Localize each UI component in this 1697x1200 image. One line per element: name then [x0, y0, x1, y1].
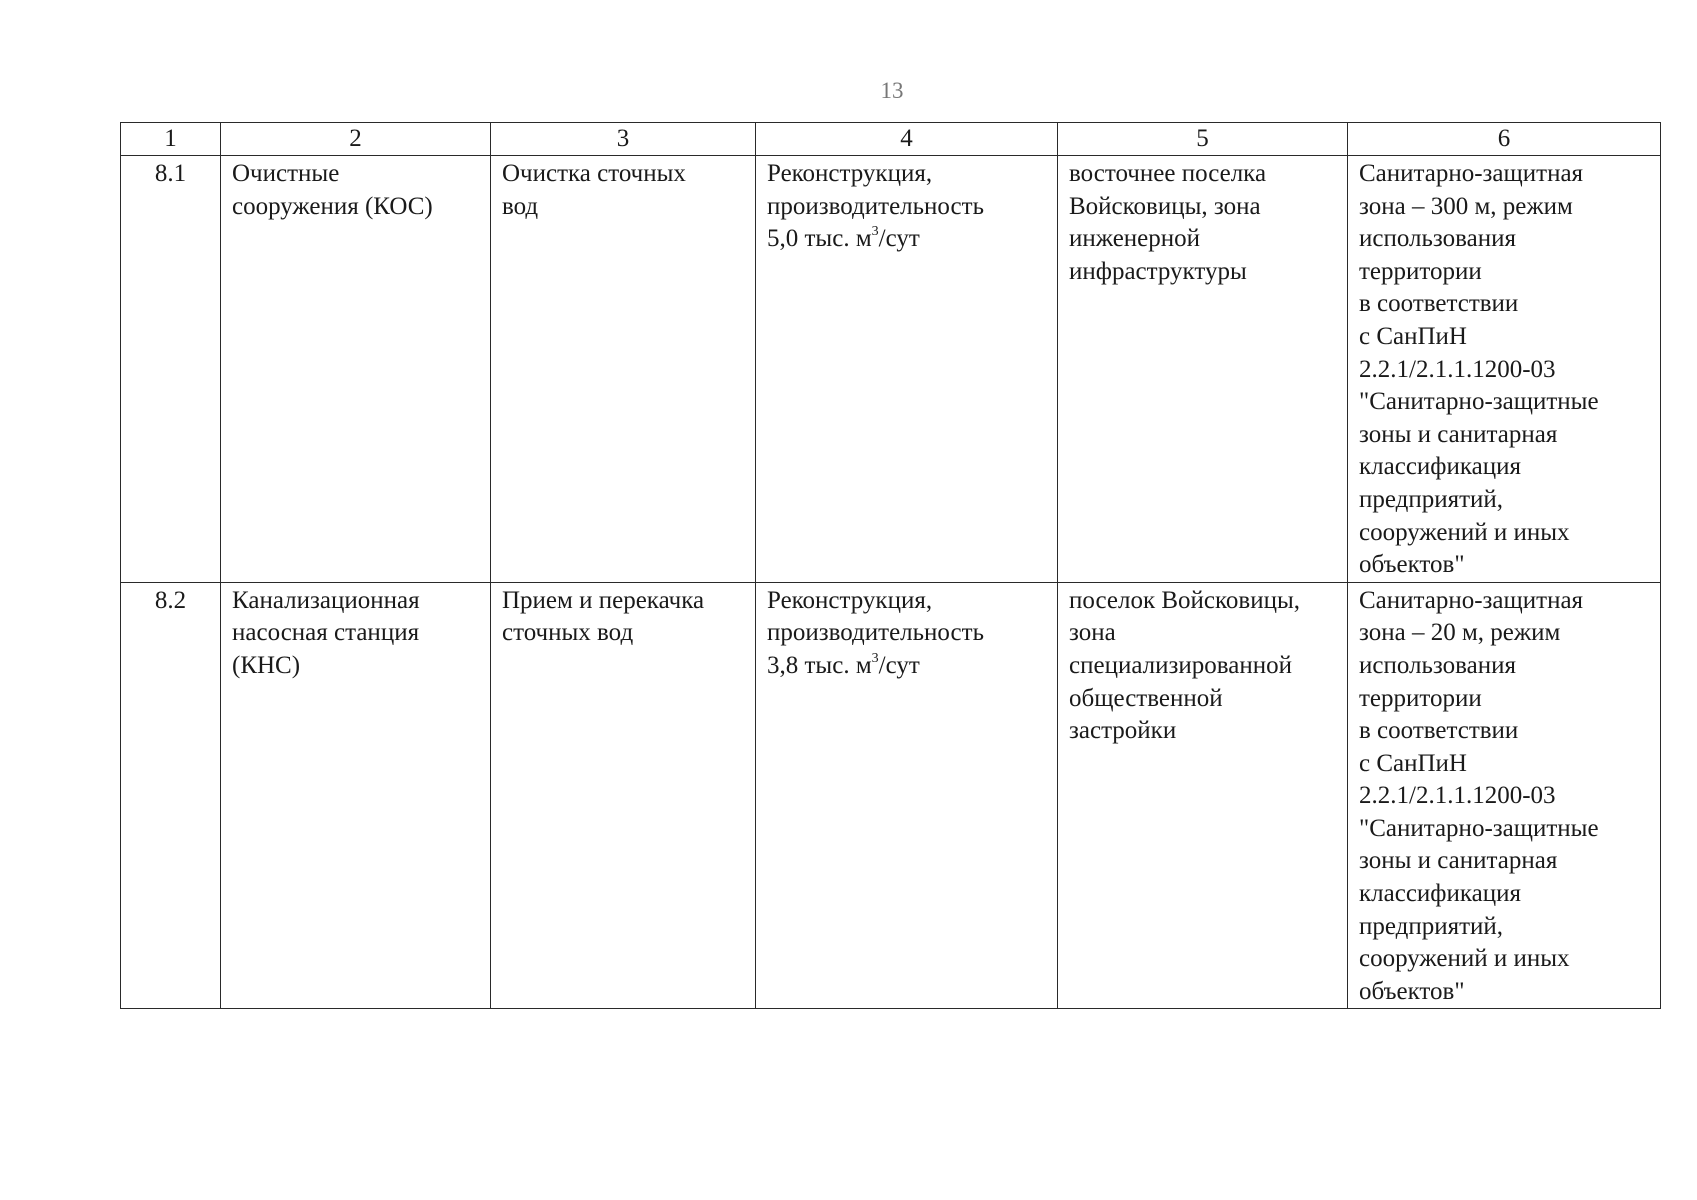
- object-purpose-line: сточных вод: [502, 619, 634, 647]
- zone-line: объектов": [1359, 977, 1465, 1005]
- location-line: инфраструктуры: [1069, 257, 1247, 285]
- object-purpose-cell: [491, 156, 756, 583]
- object-name-line: Очистные: [232, 160, 340, 187]
- object-characteristics-cell: [756, 582, 1058, 1009]
- zone-line: "Санитарно-защитные: [1359, 814, 1599, 842]
- zone-line: "Санитарно-защитные: [1359, 388, 1599, 416]
- location-line: зона: [1069, 619, 1116, 647]
- zone-line: классификация: [1359, 880, 1521, 908]
- column-number-row: [121, 123, 1661, 156]
- object-location-cell: [1058, 156, 1348, 583]
- location-line: застройки: [1069, 717, 1177, 745]
- zone-line: 2.2.1/2.1.1.1200-03: [1359, 782, 1556, 810]
- object-characteristics-cell: [756, 156, 1058, 583]
- location-line: специализированной: [1069, 651, 1292, 679]
- column-header-2: 2: [221, 123, 491, 156]
- protection-zone-cell: [1348, 156, 1661, 583]
- column-header-6: 6: [1348, 123, 1661, 156]
- objects-table: [120, 122, 1661, 1009]
- characteristics-line: Реконструкция,: [767, 160, 933, 187]
- column-header-4: 4: [756, 123, 1058, 156]
- zone-line: 2.2.1/2.1.1.1200-03: [1359, 355, 1556, 383]
- zone-line: сооружений и иных: [1359, 518, 1570, 546]
- object-location-cell: [1058, 582, 1348, 1009]
- object-purpose-line: Очистка сточных: [502, 160, 686, 187]
- object-name-line: насосная станция: [232, 619, 420, 647]
- zone-line: предприятий,: [1359, 485, 1504, 513]
- zone-line: зоны и санитарная: [1359, 420, 1558, 448]
- object-name-line: (КНС): [232, 651, 301, 679]
- zone-line: Санитарно-защитная: [1359, 160, 1584, 187]
- location-line: восточнее поселка: [1069, 160, 1267, 187]
- table-row: [121, 156, 1661, 583]
- zone-line: использования: [1359, 651, 1516, 679]
- zone-line: в соответствии: [1359, 290, 1519, 318]
- zone-line: предприятий,: [1359, 912, 1504, 940]
- characteristics-line: производительность: [767, 192, 984, 220]
- object-name-line: сооружения (КОС): [232, 192, 433, 220]
- capacity-suffix: /сут: [878, 225, 920, 253]
- row-number: 8.1: [121, 156, 221, 583]
- column-header-3: 3: [491, 123, 756, 156]
- protection-zone-cell: [1348, 582, 1661, 1009]
- capacity-suffix: /сут: [878, 651, 920, 679]
- capacity-line: [767, 650, 1047, 683]
- zone-line: классификация: [1359, 453, 1521, 481]
- zone-line: с СанПиН: [1359, 749, 1467, 777]
- zone-line: использования: [1359, 225, 1516, 253]
- capacity-exponent: 3: [871, 223, 879, 239]
- zone-line: зона – 20 м, режим: [1359, 619, 1561, 647]
- zone-line: с СанПиН: [1359, 322, 1467, 350]
- object-name-cell: [221, 156, 491, 583]
- location-line: общественной: [1069, 684, 1223, 712]
- location-line: поселок Войсковицы,: [1069, 586, 1301, 614]
- zone-line: Санитарно-защитная: [1359, 586, 1584, 614]
- row-number: 8.2: [121, 582, 221, 1009]
- page-number: 13: [880, 78, 904, 103]
- capacity-prefix: 3,8 тыс. м: [767, 651, 872, 679]
- capacity-exponent: 3: [871, 650, 879, 666]
- zone-line: территории: [1359, 257, 1482, 285]
- object-name-line: Канализационная: [232, 586, 420, 614]
- characteristics-line: Реконструкция,: [767, 586, 933, 614]
- object-purpose-cell: [491, 582, 756, 1009]
- object-purpose-line: Прием и перекачка: [502, 586, 705, 614]
- location-line: Войсковицы, зона: [1069, 192, 1261, 220]
- zone-line: территории: [1359, 684, 1482, 712]
- location-line: инженерной: [1069, 225, 1201, 253]
- characteristics-line: производительность: [767, 619, 984, 647]
- column-header-1: 1: [121, 123, 221, 156]
- zone-line: сооружений и иных: [1359, 945, 1570, 973]
- zone-line: в соответствии: [1359, 717, 1519, 745]
- object-name-cell: [221, 582, 491, 1009]
- object-purpose-line: вод: [502, 192, 539, 220]
- zone-line: зоны и санитарная: [1359, 847, 1558, 875]
- table-row: [121, 582, 1661, 1009]
- zone-line: объектов": [1359, 551, 1465, 579]
- column-header-5: 5: [1058, 123, 1348, 156]
- capacity-prefix: 5,0 тыс. м: [767, 225, 872, 253]
- zone-line: зона – 300 м, режим: [1359, 192, 1573, 220]
- capacity-line: [767, 223, 1047, 256]
